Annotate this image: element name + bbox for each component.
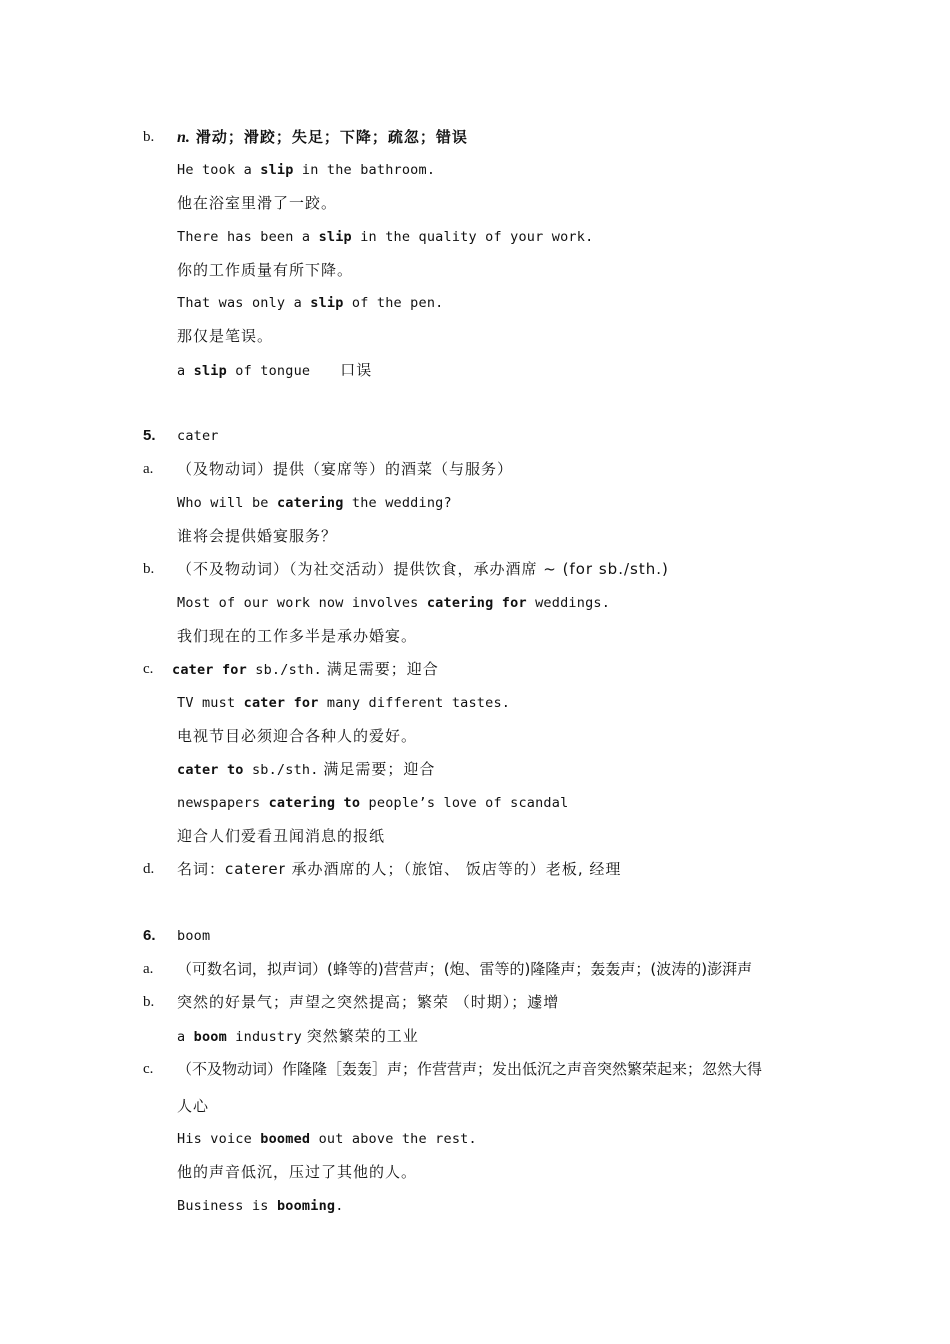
- example-sentence: newspapers catering to people’s love of scandal: [177, 795, 569, 811]
- example-translation: 谁将会提供婚宴服务？: [177, 527, 338, 545]
- entry-boom-b-definition: [0, 991, 950, 1013]
- item-marker: b.: [143, 561, 155, 577]
- keyword: slip: [318, 229, 352, 245]
- headword: boom: [177, 928, 211, 944]
- item-marker: c.: [143, 1061, 154, 1077]
- entry-cater-d-definition: [0, 858, 950, 880]
- item-marker: a.: [143, 461, 154, 477]
- example-sentence: Business is booming.: [177, 1198, 344, 1214]
- example-translation: 他在浴室里滑了一跤。: [177, 194, 338, 212]
- definition-continuation: 人心: [177, 1097, 210, 1115]
- keyword: cater for: [243, 695, 319, 711]
- entry-boom-c-definition: [0, 1058, 950, 1080]
- keyword: cater for: [172, 662, 247, 678]
- entry-cater-a-definition: [0, 458, 950, 480]
- keyword: boom: [193, 1029, 227, 1045]
- example-sentence: Who will be catering the wedding?: [177, 495, 452, 511]
- entry-cater-c-phrase: c. cater for sb./sth. 满足需要；迎合: [143, 660, 439, 678]
- definition-text: 名词：caterer 承办酒席的人；（旅馆、 饭店等的）老板, 经理: [177, 860, 622, 878]
- item-marker: d.: [143, 861, 155, 877]
- entry-cater-b-definition: [0, 558, 950, 580]
- example-phrase: a boom industry 突然繁荣的工业: [177, 1027, 419, 1045]
- keyword: slip: [260, 162, 294, 178]
- entry-slip-b-definition: [0, 126, 950, 148]
- example-translation: 迎合人们爱看丑闻消息的报纸: [177, 827, 386, 845]
- example-translation: 那仅是笔误。: [177, 327, 274, 345]
- phrase-translation: 满足需要；迎合: [326, 660, 439, 678]
- example-translation: 电视节目必须迎合各种人的爱好。: [177, 727, 418, 745]
- entry-heading-cater: [0, 425, 950, 447]
- definition-text: （可数名词，拟声词）(蜂等的)营营声；(炮、雷等的)隆隆声；轰轰声；(波涛的)澎湃声: [177, 960, 753, 978]
- example-sentence: TV must cater for many different tastes.: [177, 695, 511, 711]
- entry-number: 5.: [143, 427, 156, 444]
- keyword: booming: [276, 1198, 336, 1214]
- item-marker: a.: [143, 961, 154, 977]
- keyword: catering to: [268, 795, 361, 811]
- definition-text: （及物动词）提供（宴席等）的酒菜（与服务）: [177, 460, 514, 478]
- example-phrase: a slip of tongue 口误: [177, 361, 373, 379]
- example-translation: 你的工作质量有所下降。: [177, 261, 354, 279]
- keyword: boomed: [260, 1131, 311, 1147]
- example-sentence: His voice boomed out above the rest.: [177, 1131, 477, 1147]
- entry-boom-a-definition: [0, 958, 950, 980]
- example-sentence: Most of our work now involves catering for weddings.: [177, 595, 611, 611]
- definition-text: （不及物动词）（为社交活动）提供饮食，承办酒席 ~ (for sb./sth.): [177, 560, 669, 578]
- definition-text: 滑动；滑跤；失足；下降；疏忽；错误: [195, 128, 468, 146]
- example-sentence: There has been a slip in the quality of your work.: [177, 229, 594, 245]
- phrase-translation: 突然繁荣的工业: [306, 1027, 419, 1045]
- phrase-translation: 口误: [340, 361, 373, 379]
- entry-number: 6.: [143, 927, 156, 944]
- item-marker: b.: [143, 994, 155, 1010]
- entry-heading-boom: [0, 925, 950, 947]
- keyword: catering for: [426, 595, 527, 611]
- phrase-translation: 满足需要；迎合: [323, 760, 436, 778]
- keyword: cater to: [177, 762, 244, 778]
- example-translation: 他的声音低沉，压过了其他的人。: [177, 1163, 418, 1181]
- part-of-speech: n.: [177, 129, 190, 146]
- example-sentence: He took a slip in the bathroom.: [177, 162, 436, 178]
- keyword: catering: [276, 495, 344, 511]
- example-translation: 我们现在的工作多半是承办婚宴。: [177, 627, 418, 645]
- headword: cater: [177, 428, 219, 444]
- example-sentence: That was only a slip of the pen.: [177, 295, 444, 311]
- keyword: slip: [193, 363, 227, 379]
- keyword: slip: [310, 295, 344, 311]
- item-marker: b.: [143, 129, 155, 145]
- definition-text: （不及物动词）作隆隆［轰轰］声；作营营声；发出低沉之声音突然繁荣起来；忽然大得: [177, 1060, 763, 1078]
- entry-cater-c-phrase: cater to sb./sth. 满足需要；迎合: [177, 760, 436, 778]
- item-marker: c.: [143, 661, 154, 677]
- definition-text: 突然的好景气；声望之突然提高；繁荣 （时期）；遽增: [177, 993, 560, 1011]
